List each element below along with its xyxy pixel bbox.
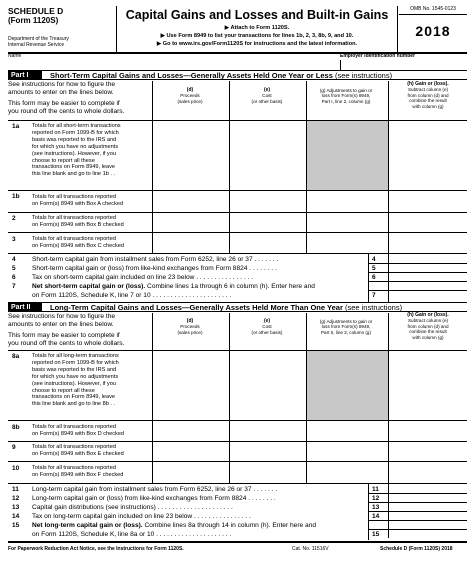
schedule-label: SCHEDULE D <box>8 6 64 16</box>
line-11-num: 11 <box>12 486 19 493</box>
line-3-text: Totals for all transactions reported on Form(s) 8949 with Box C checked <box>32 236 125 249</box>
line-7-box: 7 <box>372 292 376 299</box>
line-6-text: Tax on short-term capital gain included on line 23 below . . . . . . . . . . . . . . . . <box>32 274 253 281</box>
part2-header <box>8 302 467 312</box>
part1-col-d-header: (d) Proceeds (sales price) <box>177 87 203 104</box>
catalog-number: Cat. No. 11516V <box>292 546 329 552</box>
part1-col-e-header: (e) Cost (or other basis) <box>251 87 283 104</box>
line-2-num: 2 <box>12 215 16 222</box>
footer-form-id: Schedule D (Form 1120S) 2018 <box>380 546 453 552</box>
part2-instructions: See instructions for how to figure the amounts to enter on the lines below. This form may be easier to complete if you round off the cents to whole dollars. <box>8 313 125 347</box>
line-4-num: 4 <box>12 256 16 263</box>
line-15-text-2: on Form 1120S, Schedule K, line 8a or 10 . . . . . . . . . . . . . . . . . . . . . <box>32 531 232 538</box>
name-field[interactable] <box>8 60 339 70</box>
form-title-block <box>116 6 398 52</box>
line-8b-text: Totals for all transactions reported on Form(s) 8949 with Box D checked <box>32 424 125 437</box>
part1-tag: Part I <box>8 71 42 80</box>
part1-header <box>8 70 467 80</box>
omb-year-block <box>399 6 467 52</box>
line-10-num: 10 <box>12 465 20 472</box>
line-14-box: 14 <box>372 513 380 520</box>
line-12-text: Long-term capital gain or (loss) from like-kind exchanges from Form 8824 . . . . . . . . <box>32 495 276 502</box>
omb-number: OMB No. 1545-0123 <box>399 6 467 15</box>
line-7-text: Net short-term capital gain or (loss). Combine lines 1a through 6 in column (h). Enter here and <box>32 283 315 290</box>
line-1a-num: 1a <box>12 123 20 130</box>
line-14-text: Tax on long-term capital gain included on line 23 below . . . . . . . . . . . . . . . . <box>32 513 251 520</box>
line-15-text: Net long-term capital gain or (loss). Combine lines 8a through 14 in column (h). Enter here and <box>32 522 317 529</box>
line-4-box: 4 <box>372 256 376 263</box>
line-12-box: 12 <box>372 495 380 502</box>
line-7-num: 7 <box>12 283 16 290</box>
line-13-num: 13 <box>12 504 20 511</box>
part1-title: Short-Term Capital Gains and Losses—Generally Assets Held One Year or Less (see instructions) <box>50 71 393 80</box>
line-2-text: Totals for all transactions reported on Form(s) 8949 with Box B checked <box>32 215 124 228</box>
line-15-box: 15 <box>372 531 380 538</box>
ein-label: Employer identification number <box>340 53 416 59</box>
part2-col-g-header: (g) Adjustments to gain or loss from Form(s) 8949, Part II, line 2, column (g) <box>319 319 373 335</box>
paperwork-notice: For Paperwork Reduction Act Notice, see the Instructions for Form 1120S. <box>8 546 184 552</box>
part1-col-g-header: (g) Adjustments to gain or loss from Form(s) 8949, Part I, line 2, column (g) <box>319 88 373 104</box>
line-5-text: Short-term capital gain or (loss) from like-kind exchanges from Form 8824 . . . . . . . . <box>32 265 277 272</box>
line-8a-num: 8a <box>12 353 20 360</box>
line-9-num: 9 <box>12 444 16 451</box>
subtitle-attach: ▶ Attach to Form 1120S. <box>224 25 290 31</box>
line-4-text: Short-term capital gain from installment sales from Form 6252, line 26 or 37 . . . . . . . <box>32 256 279 263</box>
part1-line1a-g-shaded <box>307 121 388 190</box>
line-14-num: 14 <box>12 513 20 520</box>
form-id-block <box>8 6 116 48</box>
line-1b-num: 1b <box>12 193 20 200</box>
line-13-text: Capital gain distributions (see instructions) . . . . . . . . . . . . . . . . . . . . . <box>32 504 233 511</box>
line-3-num: 3 <box>12 236 16 243</box>
subtitle-website: ▶ Go to www.irs.gov/Form1120S for instructions and the latest information. <box>156 41 358 47</box>
line-13-box: 13 <box>372 504 380 511</box>
line-12-num: 12 <box>12 495 20 502</box>
name-label: Name <box>8 53 22 59</box>
line-1a-text: Totals for all short-term transactions reported on Form 1099-B for which basis was reported to the IRS and for which you have no adjustments (see instructions). However, if you choose to report all these transactions on Form 8949, leave this line blank and go to line 1b . . <box>32 123 121 178</box>
dept-line-1: Department of the Treasury <box>8 36 69 42</box>
part2-col-d-header: (d) Proceeds (sales price) <box>177 318 203 335</box>
part2-tag: Part II <box>8 303 42 312</box>
line-6-num: 6 <box>12 274 16 281</box>
line-5-box: 5 <box>372 265 376 272</box>
line-11-text: Long-term capital gain from installment sales from Form 6252, line 26 or 37 . . . . . . . <box>32 486 278 493</box>
line-1b-text: Totals for all transactions reported on Form(s) 8949 with Box A checked <box>32 194 124 207</box>
line-15-num: 15 <box>12 522 20 529</box>
line-8a-text: Totals for all long-term transactions reported on Form 1099-B for which basis was reported to the IRS and for which you have no adjustments (see instructions). However, if you choose to report all these transactions on Form 8949, leave this line blank and go to line 8b . . <box>32 353 119 408</box>
line-6-box: 6 <box>372 274 376 281</box>
line-7-text-2: on Form 1120S, Schedule K, line 7 or 10 . . . . . . . . . . . . . . . . . . . . . . <box>32 292 232 299</box>
form-number: (Form 1120S) <box>8 16 59 25</box>
ein-field[interactable] <box>340 60 467 70</box>
tax-year: 2018 <box>415 23 451 39</box>
line-10-text: Totals for all transactions reported on Form(s) 8949 with Box F checked <box>32 465 124 478</box>
part1-instructions: See instructions for how to figure the amounts to enter on the lines below. This form may be easier to complete if you round off the cents to whole dollars. <box>8 81 125 115</box>
subtitle-8949: ▶ Use Form 8949 to list your transactions for lines 1b, 2, 3, 8b, 9, and 10. <box>160 33 354 39</box>
line-5-num: 5 <box>12 265 16 272</box>
line-9-text: Totals for all transactions reported on Form(s) 8949 with Box E checked <box>32 444 124 457</box>
dept-line-2: Internal Revenue Service <box>8 42 65 48</box>
part2-col-e-header: (e) Cost (or other basis) <box>251 318 283 335</box>
line-11-box: 11 <box>372 486 379 493</box>
part2-col-h-header: (h) Gain or (loss). Subtract column (e) from column (d) and combine the result with column (g) <box>407 312 449 340</box>
form-title: Capital Gains and Losses and Built-in Gains <box>125 8 389 22</box>
part2-line8a-g-shaded <box>307 351 388 420</box>
part1-col-h-header: (h) Gain or (loss). Subtract column (e) from column (d) and combine the result with column (g) <box>407 81 449 109</box>
part2-title: Long-Term Capital Gains and Losses—Generally Assets Held More Than One Year (see instructions) <box>50 303 403 312</box>
line-8b-num: 8b <box>12 424 20 431</box>
